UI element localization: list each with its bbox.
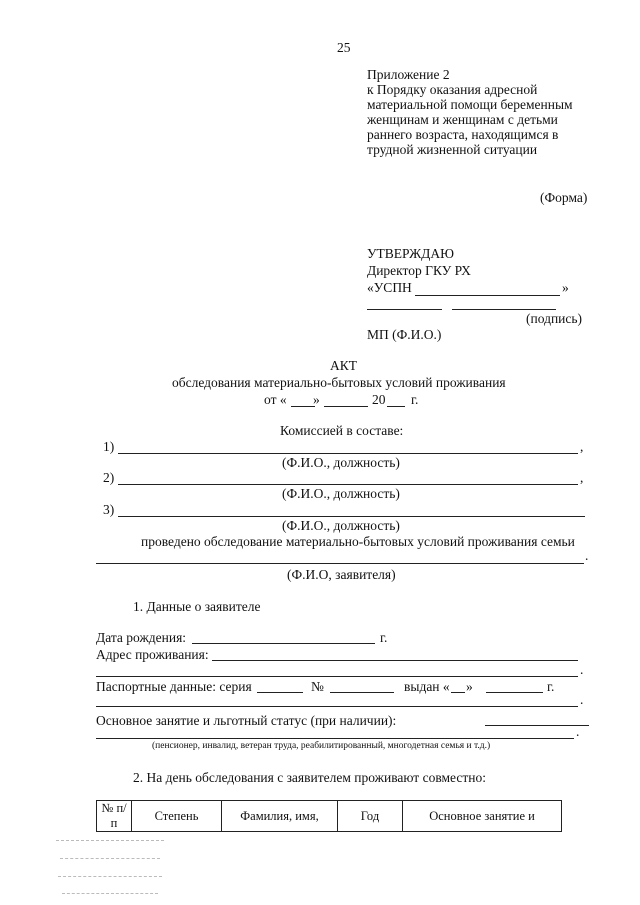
member-caption: (Ф.И.О., должность) <box>282 518 400 533</box>
act-month-field[interactable] <box>324 406 368 407</box>
approval-org-close: » <box>562 280 569 295</box>
member-field-3[interactable] <box>118 516 585 517</box>
member-number: 3) <box>103 502 115 517</box>
address-end: . <box>580 662 584 677</box>
member-number: 1) <box>103 439 115 454</box>
passport-series-field[interactable] <box>257 692 303 693</box>
section1-heading: 1. Данные о заявителе <box>133 599 261 614</box>
section2-heading: 2. На день обследования с заявителем проживают совместно: <box>133 770 486 785</box>
appendix-line: к Порядку оказания адресной <box>367 82 538 97</box>
issued-day-field[interactable] <box>451 692 465 693</box>
table-header-cell: № п/п <box>97 801 132 832</box>
issued-suffix: г. <box>547 679 555 694</box>
address-field-1[interactable] <box>212 660 578 661</box>
member-end: , <box>580 470 584 485</box>
table-header-cell: Основное занятие и <box>403 801 562 832</box>
applicant-name-field[interactable] <box>96 563 584 564</box>
appendix-line: Приложение 2 <box>367 67 450 82</box>
passport-label: Паспортные данные: серия <box>96 679 252 694</box>
member-field-2[interactable] <box>118 484 578 485</box>
issued-label: выдан « <box>404 679 450 694</box>
birth-suffix: г. <box>380 630 388 645</box>
act-day-field[interactable] <box>291 406 315 407</box>
member-end: , <box>580 439 584 454</box>
act-date-suffix: г. <box>411 392 419 407</box>
commission-heading: Комиссией в составе: <box>280 423 404 438</box>
approval-title: УТВЕРЖДАЮ <box>367 246 455 261</box>
conducted-text: проведено обследование материально-бытовых условий проживания семьи <box>141 534 575 549</box>
act-year-field[interactable] <box>387 406 405 407</box>
signature-note: (подпись) <box>526 311 583 326</box>
issued-end: . <box>580 692 584 707</box>
appendix-line: материальной помощи беременным <box>367 97 573 112</box>
org-name-field[interactable] <box>415 295 560 296</box>
act-subtitle: обследования материально-бытовых условий проживания <box>172 375 506 390</box>
signature-field[interactable] <box>367 309 442 310</box>
passport-number-field[interactable] <box>330 692 394 693</box>
table-header-cell: Степень <box>132 801 222 832</box>
applicant-caption: (Ф.И.О, заявителя) <box>287 567 396 582</box>
act-date-prefix: от « <box>264 392 287 407</box>
applicant-end: . <box>585 548 589 563</box>
table-header-row <box>97 801 562 832</box>
occupation-note: (пенсионер, инвалид, ветеран труда, реабилитированный, многодетная семья и т.д.) <box>152 741 491 751</box>
act-title: АКТ <box>330 358 357 373</box>
member-caption: (Ф.И.О., должность) <box>282 486 400 501</box>
residents-table <box>96 800 562 832</box>
form-label: (Форма) <box>540 190 588 205</box>
passport-number-label: № <box>311 679 324 694</box>
issued-mid: » <box>466 679 473 694</box>
appendix-line: раннего возраста, находящимся в <box>367 127 559 142</box>
director-name-field[interactable] <box>452 309 556 310</box>
approval-org-open: «УСПН <box>367 280 412 295</box>
stamp-label: МП (Ф.И.О.) <box>367 327 442 342</box>
issued-date-field[interactable] <box>486 692 543 693</box>
page-number: 25 <box>337 40 351 55</box>
occupation-field-2[interactable] <box>96 738 574 739</box>
birth-date-field[interactable] <box>192 643 375 644</box>
act-date-year: 20 <box>372 392 386 407</box>
issued-by-field[interactable] <box>96 706 578 707</box>
table-header-cell: Фамилия, имя, <box>222 801 338 832</box>
occupation-end: . <box>576 724 580 739</box>
table-header-cell: Год <box>338 801 403 832</box>
member-caption: (Ф.И.О., должность) <box>282 455 400 470</box>
member-field-1[interactable] <box>118 453 578 454</box>
address-field-2[interactable] <box>96 676 578 677</box>
occupation-label: Основное занятие и льготный статус (при наличии): <box>96 713 397 728</box>
birth-label: Дата рождения: <box>96 630 187 645</box>
member-number: 2) <box>103 470 115 485</box>
appendix-line: трудной жизненной ситуации <box>367 142 538 157</box>
occupation-field-1[interactable] <box>485 725 589 726</box>
act-date-mid: » <box>313 392 320 407</box>
approval-position: Директор ГКУ РХ <box>367 263 471 278</box>
appendix-line: женщинам и женщинам с детьми <box>367 112 558 127</box>
address-label: Адрес проживания: <box>96 647 209 662</box>
